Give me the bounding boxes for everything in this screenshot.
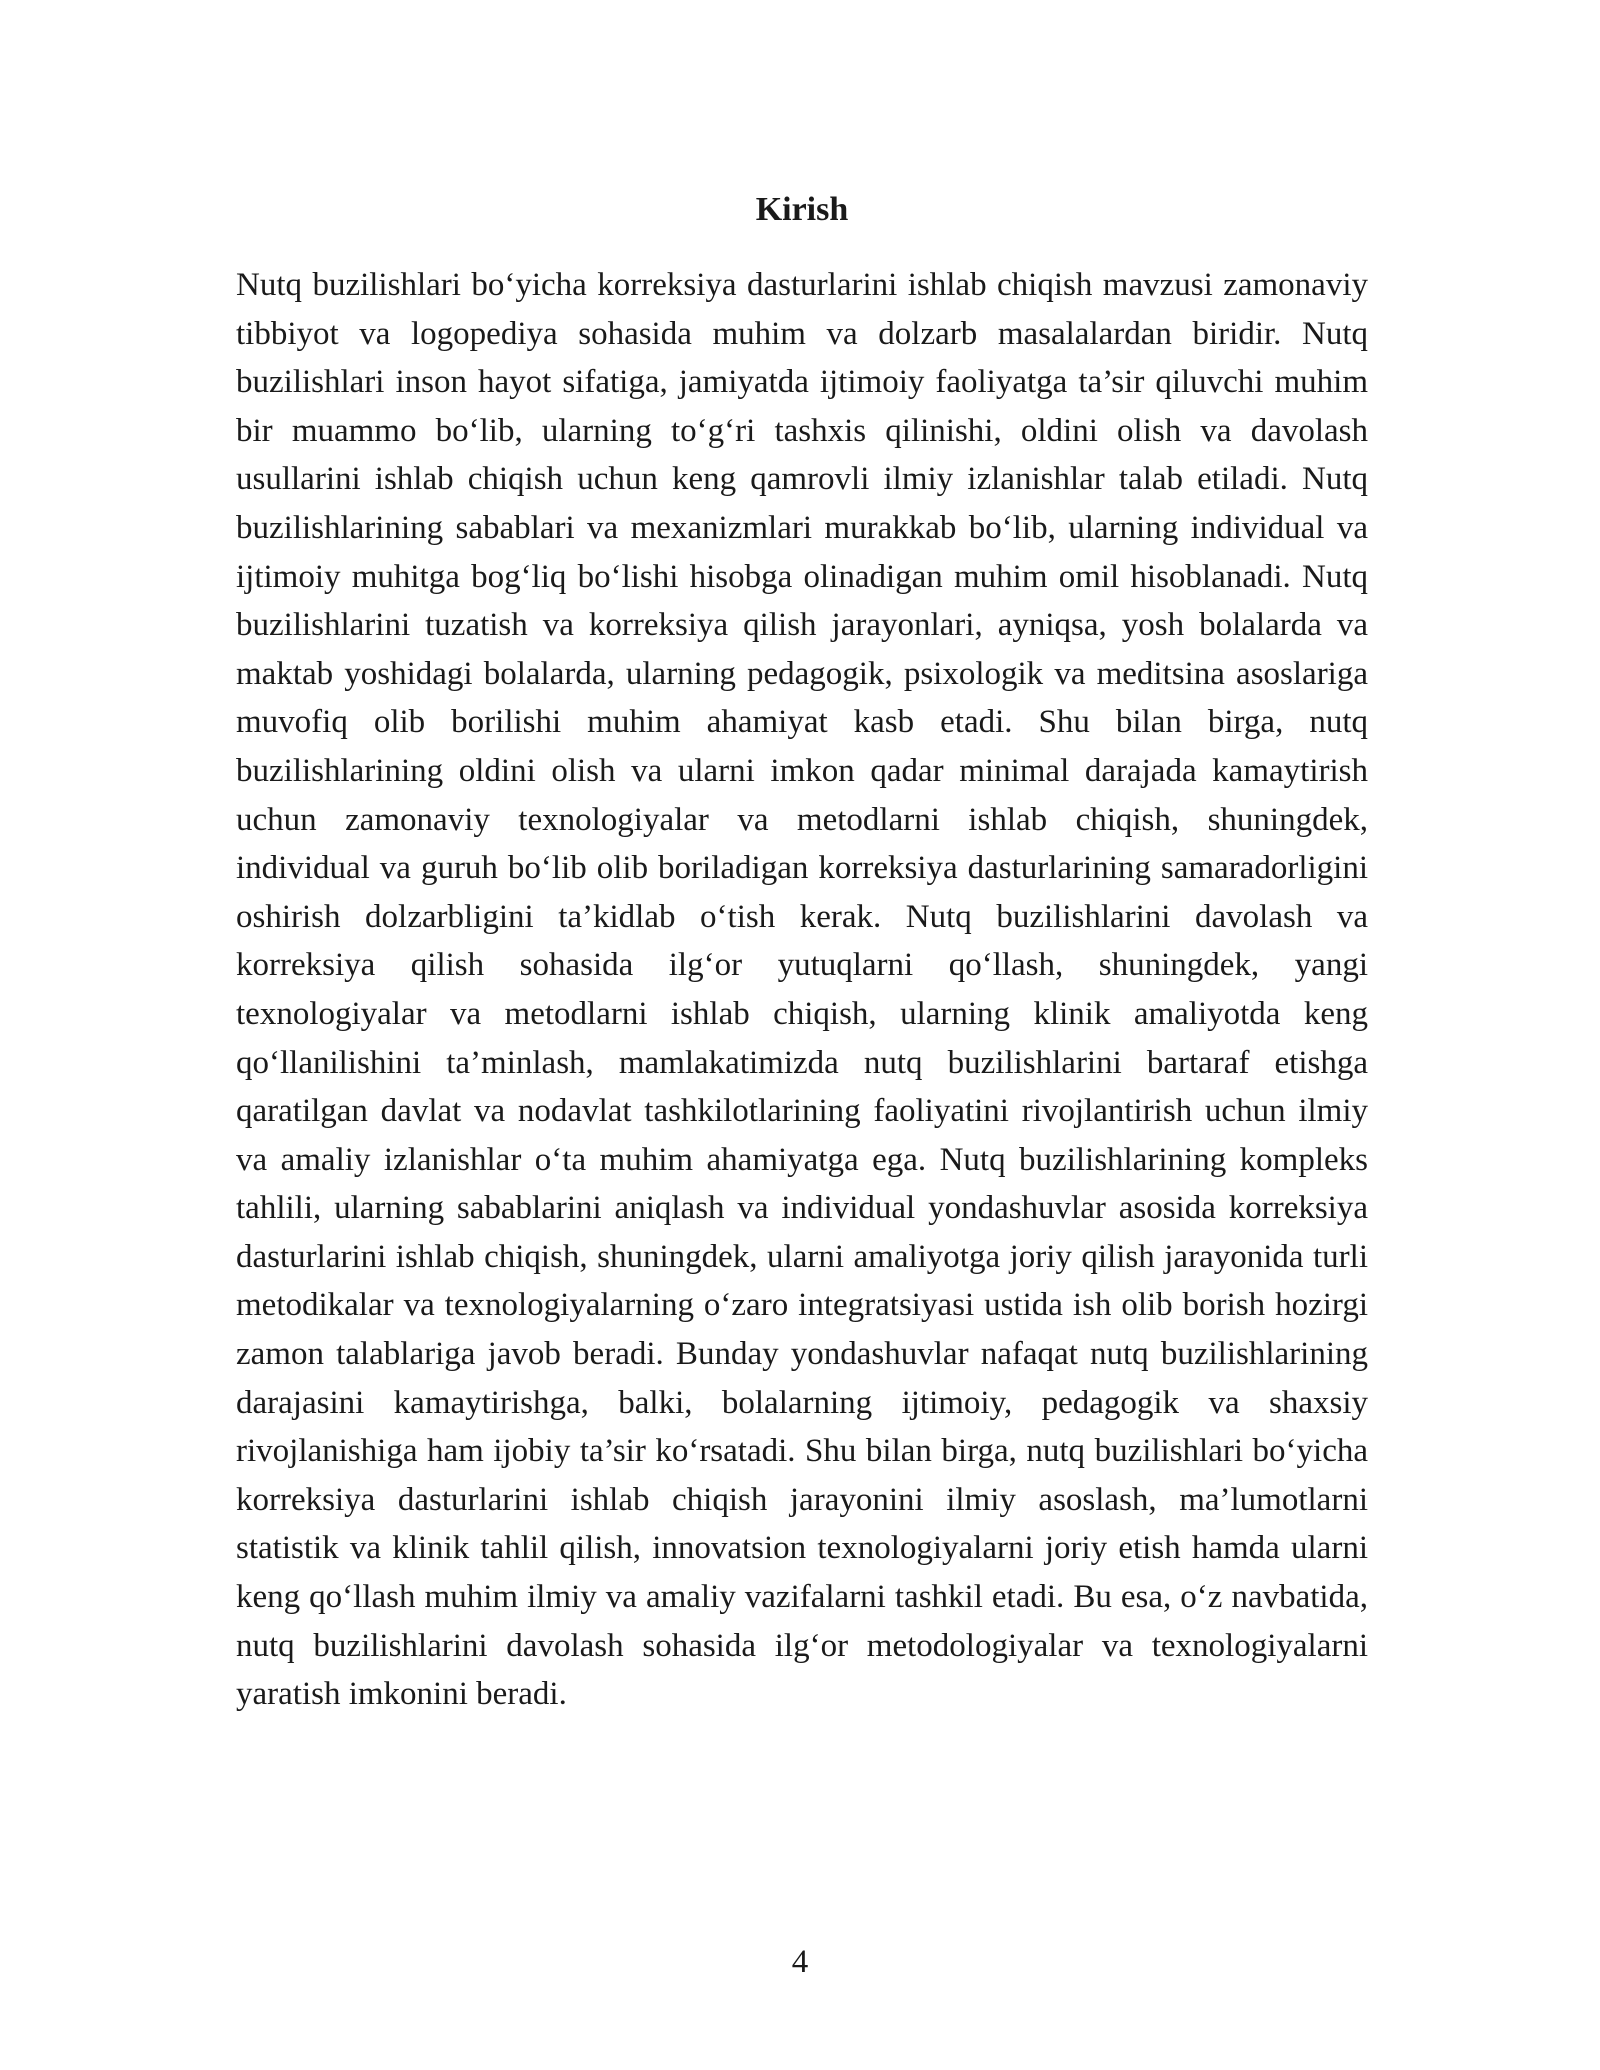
body-paragraph: Nutq buzilishlari bo‘yicha korreksiya dasturlarini ishlab chiqish mavzusi zamonaviy tibbiyot va logopediya sohasida muhim va dolzarb masalalardan biridir. Nutq buzilishlari inson hayot sifatiga, jamiyatda ijtimoiy faoliyatga ta’sir qiluvchi muhim bir muammo bo‘lib, ularning to‘g‘ri tashxis qilinishi, oldini olish va davolash usullarini ishlab chiqish uchun keng qamrovli ilmiy izlanishlar talab etiladi. Nutq buzilishlarining sabablari va mexanizmlari murakkab bo‘lib, ularning individual va ijtimoiy muhitga bog‘liq bo‘lishi hisobga olinadigan muhim omil hisoblanadi. Nutq buzilishlarini tuzatish va korreksiya qilish jarayonlari, ayniqsa, yosh bolalarda va maktab yoshidagi bolalarda, ularning pedagogik, psixologik va meditsina asoslariga muvofiq olib borilishi muhim ahamiyat kasb etadi. Shu bilan birga, nutq buzilishlarining oldini olish va ularni imkon qadar minimal darajada kamaytirish uchun zamonaviy texnologiyalar va metodlarni ishlab chiqish, shuningdek, individual va guruh bo‘lib olib boriladigan korreksiya dasturlarining samaradorligini oshirish dolzarbligini ta’kidlab o‘tish kerak. Nutq buzilishlarini davolash va korreksiya qilish sohasida ilg‘or yutuqlarni qo‘llash, shuningdek, yangi texnologiyalar va metodlarni ishlab chiqish, ularning klinik amaliyotda keng qo‘llanilishini ta’minlash, mamlakatimizda nutq buzilishlarini bartaraf etishga qaratilgan davlat va nodavlat tashkilotlarining faoliyatini rivojlantirish uchun ilmiy va amaliy izlanishlar o‘ta muhim ahamiyatga ega. Nutq buzilishlarining kompleks tahlili, ularning sabablarini aniqlash va individual yondashuvlar asosida korreksiya dasturlarini ishlab chiqish, shuningdek, ularni amaliyotga joriy qilish jarayonida turli metodikalar va texnologiyalarning o‘zaro integratsiyasi ustida ish olib borish hozirgi zamon talablariga javob beradi. Bunday yondashuvlar nafaqat nutq buzilishlarining darajasini kamaytirishga, balki, bolalarning ijtimoiy, pedagogik va shaxsiy rivojlanishiga ham ijobiy ta’sir ko‘rsatadi. Shu bilan birga, nutq buzilishlari bo‘yicha korreksiya dasturlarini ishlab chiqish jarayonini ilmiy asoslash, ma’lumotlarni statistik va klinik tahlil qilish, innovatsion texnologiyalarni joriy etish hamda ularni keng qo‘llash muhim ilmiy va amaliy vazifalarni tashkil etadi. Bu esa, o‘z navbatida, nutq buzilishlarini davolash sohasida ilg‘or metodologiyalar va texnologiyalarni yaratish imkonini beradi. bbox=[236, 267, 1368, 1713]
page-number: 4 bbox=[791, 1944, 809, 1980]
section-heading: Kirish bbox=[755, 191, 849, 228]
